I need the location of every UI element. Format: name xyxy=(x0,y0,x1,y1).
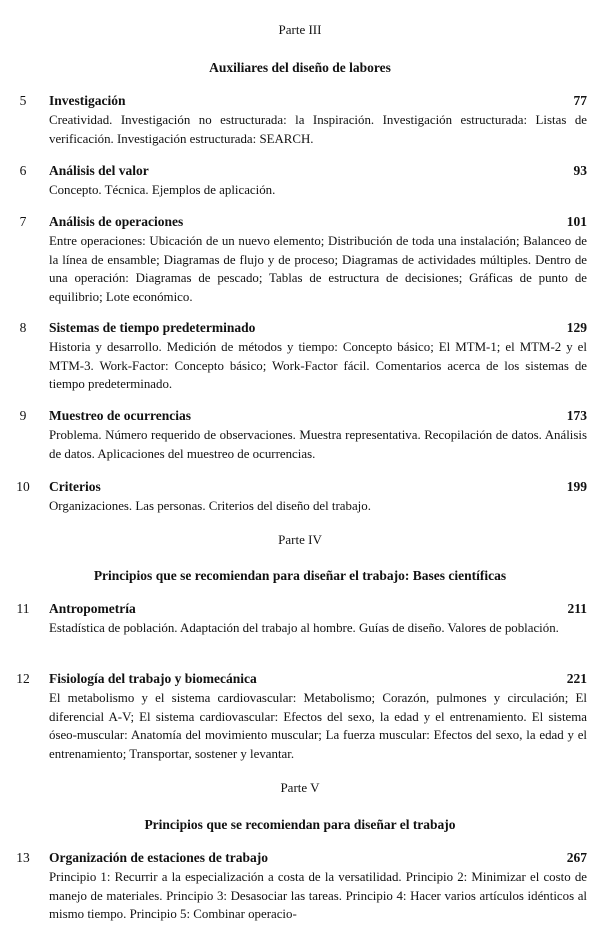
chapter-page-number: 101 xyxy=(566,214,587,229)
chapter-page-number: 199 xyxy=(566,479,587,494)
chapter-title: Sistemas de tiempo predeterminado xyxy=(49,320,256,335)
chapter-description: Creatividad. Investigación no estructurada: la Inspiración. Investigación estructurada: Listas de verificación. Investigación estructurada: SEARCH. xyxy=(49,113,587,146)
chapter-title: Análisis de operaciones xyxy=(49,214,184,229)
chapter-title: Criterios xyxy=(49,479,101,494)
chapter-number: 13 xyxy=(16,850,30,865)
chapter-page-number: 77 xyxy=(573,93,587,108)
chapter-number: 7 xyxy=(19,214,27,229)
chapter-description: Entre operaciones: Ubicación de un nuevo elemento; Distribución de toda una instalación; Balanceo de la línea de ensamble; Diagramas de flujo y de proceso; Diagramas de actividades múltiples. Dentro de una operación: Diagramas de pescado; Tablas de estructura de decisiones; Gráficas de punto de equilibrio; Lote económico. xyxy=(49,234,587,304)
chapter-page-number: 129 xyxy=(566,320,587,335)
chapter-number: 8 xyxy=(19,320,27,335)
chapter-number: 5 xyxy=(19,93,27,108)
chapter-title: Investigación xyxy=(49,93,126,108)
chapter-page-number: 173 xyxy=(566,408,587,423)
chapter-title: Análisis del valor xyxy=(49,163,149,178)
chapter-number: 11 xyxy=(16,601,30,616)
chapter-title: Fisiología del trabajo y biomecánica xyxy=(49,671,257,686)
chapter-number: 12 xyxy=(16,671,30,686)
part-label: Parte V xyxy=(280,780,320,795)
part-label: Parte IV xyxy=(278,532,322,547)
part-title: Auxiliares del diseño de labores xyxy=(209,60,391,75)
chapter-title: Muestreo de ocurrencias xyxy=(49,408,191,423)
chapter-page-number: 267 xyxy=(566,850,587,865)
chapter-number: 9 xyxy=(19,408,27,423)
chapter-title: Antropometría xyxy=(49,601,136,616)
chapter-title: Organización de estaciones de trabajo xyxy=(49,850,268,865)
chapter-page-number: 221 xyxy=(566,671,587,686)
chapter-description: Principio 1: Recurrir a la especialización a costa de la versatilidad. Principio 2: Minimizar el costo de manejo de materiales. Principio 3: Desasociar las tareas. Principio 4: Hacer varios artículos idénticos al mismo tiempo. Principio 5: Combinar operacio- xyxy=(49,870,587,922)
chapter-description: Organizaciones. Las personas. Criterios del diseño del trabajo. xyxy=(49,499,371,513)
part-title: Principios que se recomiendan para diseñar el trabajo: Bases científicas xyxy=(93,568,507,583)
part-label: Parte III xyxy=(278,22,322,37)
chapter-description: El metabolismo y el sistema cardiovascular: Metabolismo; Corazón, pulmones y circulación; El diferencial A-V; El sistema cardiovascular: Efectos del sexo, la edad y el entrenamiento. El sistema óseo-muscular: Anatomía del movimiento muscular; La fuerza muscular: Efectos del sexo, la edad y el entrenamiento; Transportar, sostener y levantar. xyxy=(49,691,587,761)
chapter-description: Problema. Número requerido de observaciones. Muestra representativa. Recopilación de datos. Análisis de datos. Aplicaciones del muestreo de ocurrencias. xyxy=(49,428,587,461)
chapter-number: 6 xyxy=(19,163,27,178)
chapter-page-number: 211 xyxy=(567,601,587,616)
chapter-page-number: 93 xyxy=(573,163,587,178)
chapter-description: Estadística de población. Adaptación del trabajo al hombre. Guías de diseño. Valores de población. xyxy=(49,621,559,635)
chapter-number: 10 xyxy=(16,479,30,494)
part-title: Principios que se recomiendan para diseñar el trabajo xyxy=(144,817,456,832)
chapter-description: Historia y desarrollo. Medición de métodos y tiempo: Concepto básico; El MTM-1; el MTM-2 y el MTM-3. Work-Factor: Concepto básico; Work-Factor fácil. Comentarios acerca de los sistemas de tiempo predeterminado. xyxy=(49,340,587,392)
chapter-description: Concepto. Técnica. Ejemplos de aplicación. xyxy=(49,183,276,197)
